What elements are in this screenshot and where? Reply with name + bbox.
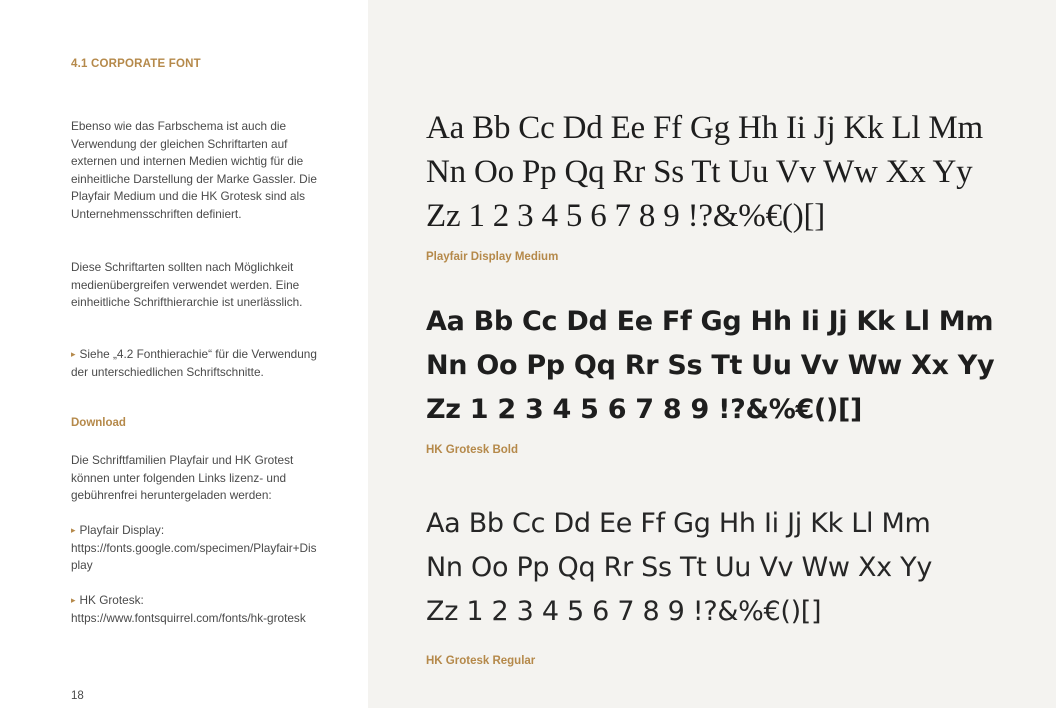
- hk-grotesk-link-label: HK Grotesk:: [79, 593, 144, 607]
- hk-grotesk-bold-specimen: [426, 300, 1026, 432]
- hk-grotesk-link-block: [71, 592, 319, 627]
- page-number: 18: [71, 690, 84, 702]
- specimen-line: Aa Bb Cc Dd Ee Ff Gg Hh Ii Jj Kk Ll Mm: [426, 306, 994, 337]
- hk-grotesk-regular-caption: HK Grotesk Regular: [426, 655, 536, 667]
- reference-paragraph: [71, 346, 319, 381]
- specimen-line: Nn Oo Pp Qq Rr Ss Tt Uu Vv Ww Xx Yy: [426, 350, 995, 381]
- intro-paragraph: Ebenso wie das Farbschema ist auch die Verwendung der gleichen Schriftarten auf externen und internen Medien wichtig für die einheitliche Darstellung der Marke Gassler. Die Playfair Medium und die HK Grotesk sind als Unternehmensschriften definiert.: [71, 119, 317, 221]
- reference-text: Siehe „4.2 Fonthierachie“ für die Verwendung der unterschiedlichen Schriftschnitte.: [71, 347, 317, 379]
- download-heading: Download: [71, 417, 126, 429]
- playfair-link-block: [71, 522, 319, 575]
- playfair-specimen: [426, 106, 1026, 238]
- specimen-line: Aa Bb Cc Dd Ee Ff Gg Hh Ii Jj Kk Ll Mm: [426, 508, 931, 539]
- triangle-bullet-icon: ▸: [71, 525, 76, 535]
- text-column: [0, 0, 368, 708]
- specimen-line: Nn Oo Pp Qq Rr Ss Tt Uu Vv Ww Xx Yy: [426, 552, 932, 583]
- download-paragraph: Die Schriftfamilien Playfair und HK Grotest können unter folgenden Links lizenz- und gebührenfrei heruntergeladen werden:: [71, 453, 294, 503]
- playfair-caption: Playfair Display Medium: [426, 251, 559, 263]
- hk-grotesk-link-url[interactable]: https://www.fontsquirrel.com/fonts/hk-grotesk: [71, 610, 306, 625]
- specimen-line: Aa Bb Cc Dd Ee Ff Gg Hh Ii Jj Kk Ll Mm: [426, 110, 984, 146]
- specimen-line: Zz 1 2 3 4 5 6 7 8 9 !?&%€()[]: [426, 198, 826, 234]
- triangle-bullet-icon: ▸: [71, 595, 76, 605]
- playfair-link-url[interactable]: https://fonts.google.com/specimen/Playfair+Display: [71, 540, 317, 573]
- triangle-bullet-icon: ▸: [71, 349, 76, 359]
- section-title: 4.1 CORPORATE FONT: [71, 58, 201, 70]
- hk-grotesk-regular-specimen: [426, 502, 1026, 634]
- specimen-line: Zz 1 2 3 4 5 6 7 8 9 !?&%€()[]: [426, 596, 822, 627]
- specimen-line: Zz 1 2 3 4 5 6 7 8 9 !?&%€()[]: [426, 394, 863, 425]
- specimen-line: Nn Oo Pp Qq Rr Ss Tt Uu Vv Ww Xx Yy: [426, 154, 973, 190]
- usage-paragraph: Diese Schriftarten sollten nach Möglichkeit medienübergreifen verwendet werden. Eine einheitliche Schrifthierarchie ist unerlässlich.: [71, 260, 303, 310]
- hk-grotesk-bold-caption: HK Grotesk Bold: [426, 444, 519, 456]
- playfair-link-label: Playfair Display:: [79, 523, 165, 537]
